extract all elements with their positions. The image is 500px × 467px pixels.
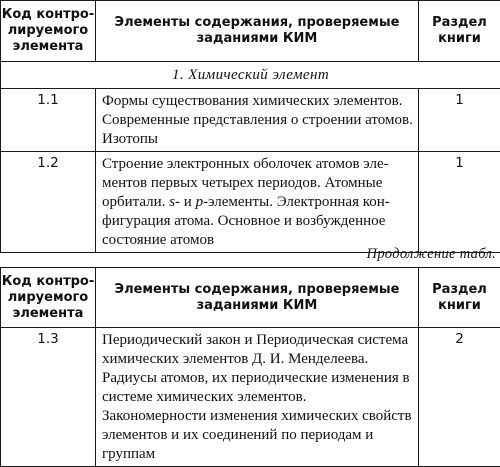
- table-header-row: [1, 268, 500, 328]
- orbital-p: p: [196, 194, 204, 210]
- header-section: Раздел книги: [419, 268, 500, 328]
- header-content: Элементы содержания, проверяемые заданиями КИМ: [96, 268, 419, 328]
- row-content: [96, 152, 419, 253]
- row-section: 1: [419, 152, 500, 253]
- table-row: [1, 89, 500, 152]
- header-code: Код контролируемого элемента: [1, 268, 96, 328]
- row-content: Периодический закон и Периодическая система химических элементов Д. И. Менделеева. Радиусы атомов, их периодические изменения в системе химических элементов. Закономерности изменения химических свойств элементов и их соединений по периодам и группам: [96, 328, 419, 467]
- table-row: [1, 328, 500, 467]
- table-row: [1, 152, 500, 253]
- section-title-row: [1, 62, 500, 89]
- continued-label: Продолжение табл.: [0, 246, 496, 263]
- row-code: 1.2: [1, 152, 96, 253]
- header-content: Элементы содержания, проверяемые заданиями КИМ: [96, 1, 419, 62]
- content-elements-table-continued: [0, 267, 500, 467]
- table-header-row: [1, 1, 500, 62]
- header-section: Раздел книги: [419, 1, 500, 62]
- row-content-text: -элементы. Электронная конфигурация атома. Основное и возбужденное состояние атомов: [102, 194, 390, 248]
- row-content-text: Строение электронных оболочек атомов элементов первых четырех периодов. Атомные орбитали.: [102, 156, 389, 210]
- section-title: 1. Химический элемент: [1, 62, 500, 89]
- header-code: Код контролируемого элемента: [1, 1, 96, 62]
- row-section: 2: [419, 328, 500, 467]
- row-code: 1.1: [1, 89, 96, 152]
- row-section: 1: [419, 89, 500, 152]
- row-content: Формы существования химических элементов. Современные представления о строении атомов. Изотопы: [96, 89, 419, 152]
- row-code: 1.3: [1, 328, 96, 467]
- orbital-s: s: [169, 194, 175, 210]
- row-content-text: - и: [175, 194, 196, 210]
